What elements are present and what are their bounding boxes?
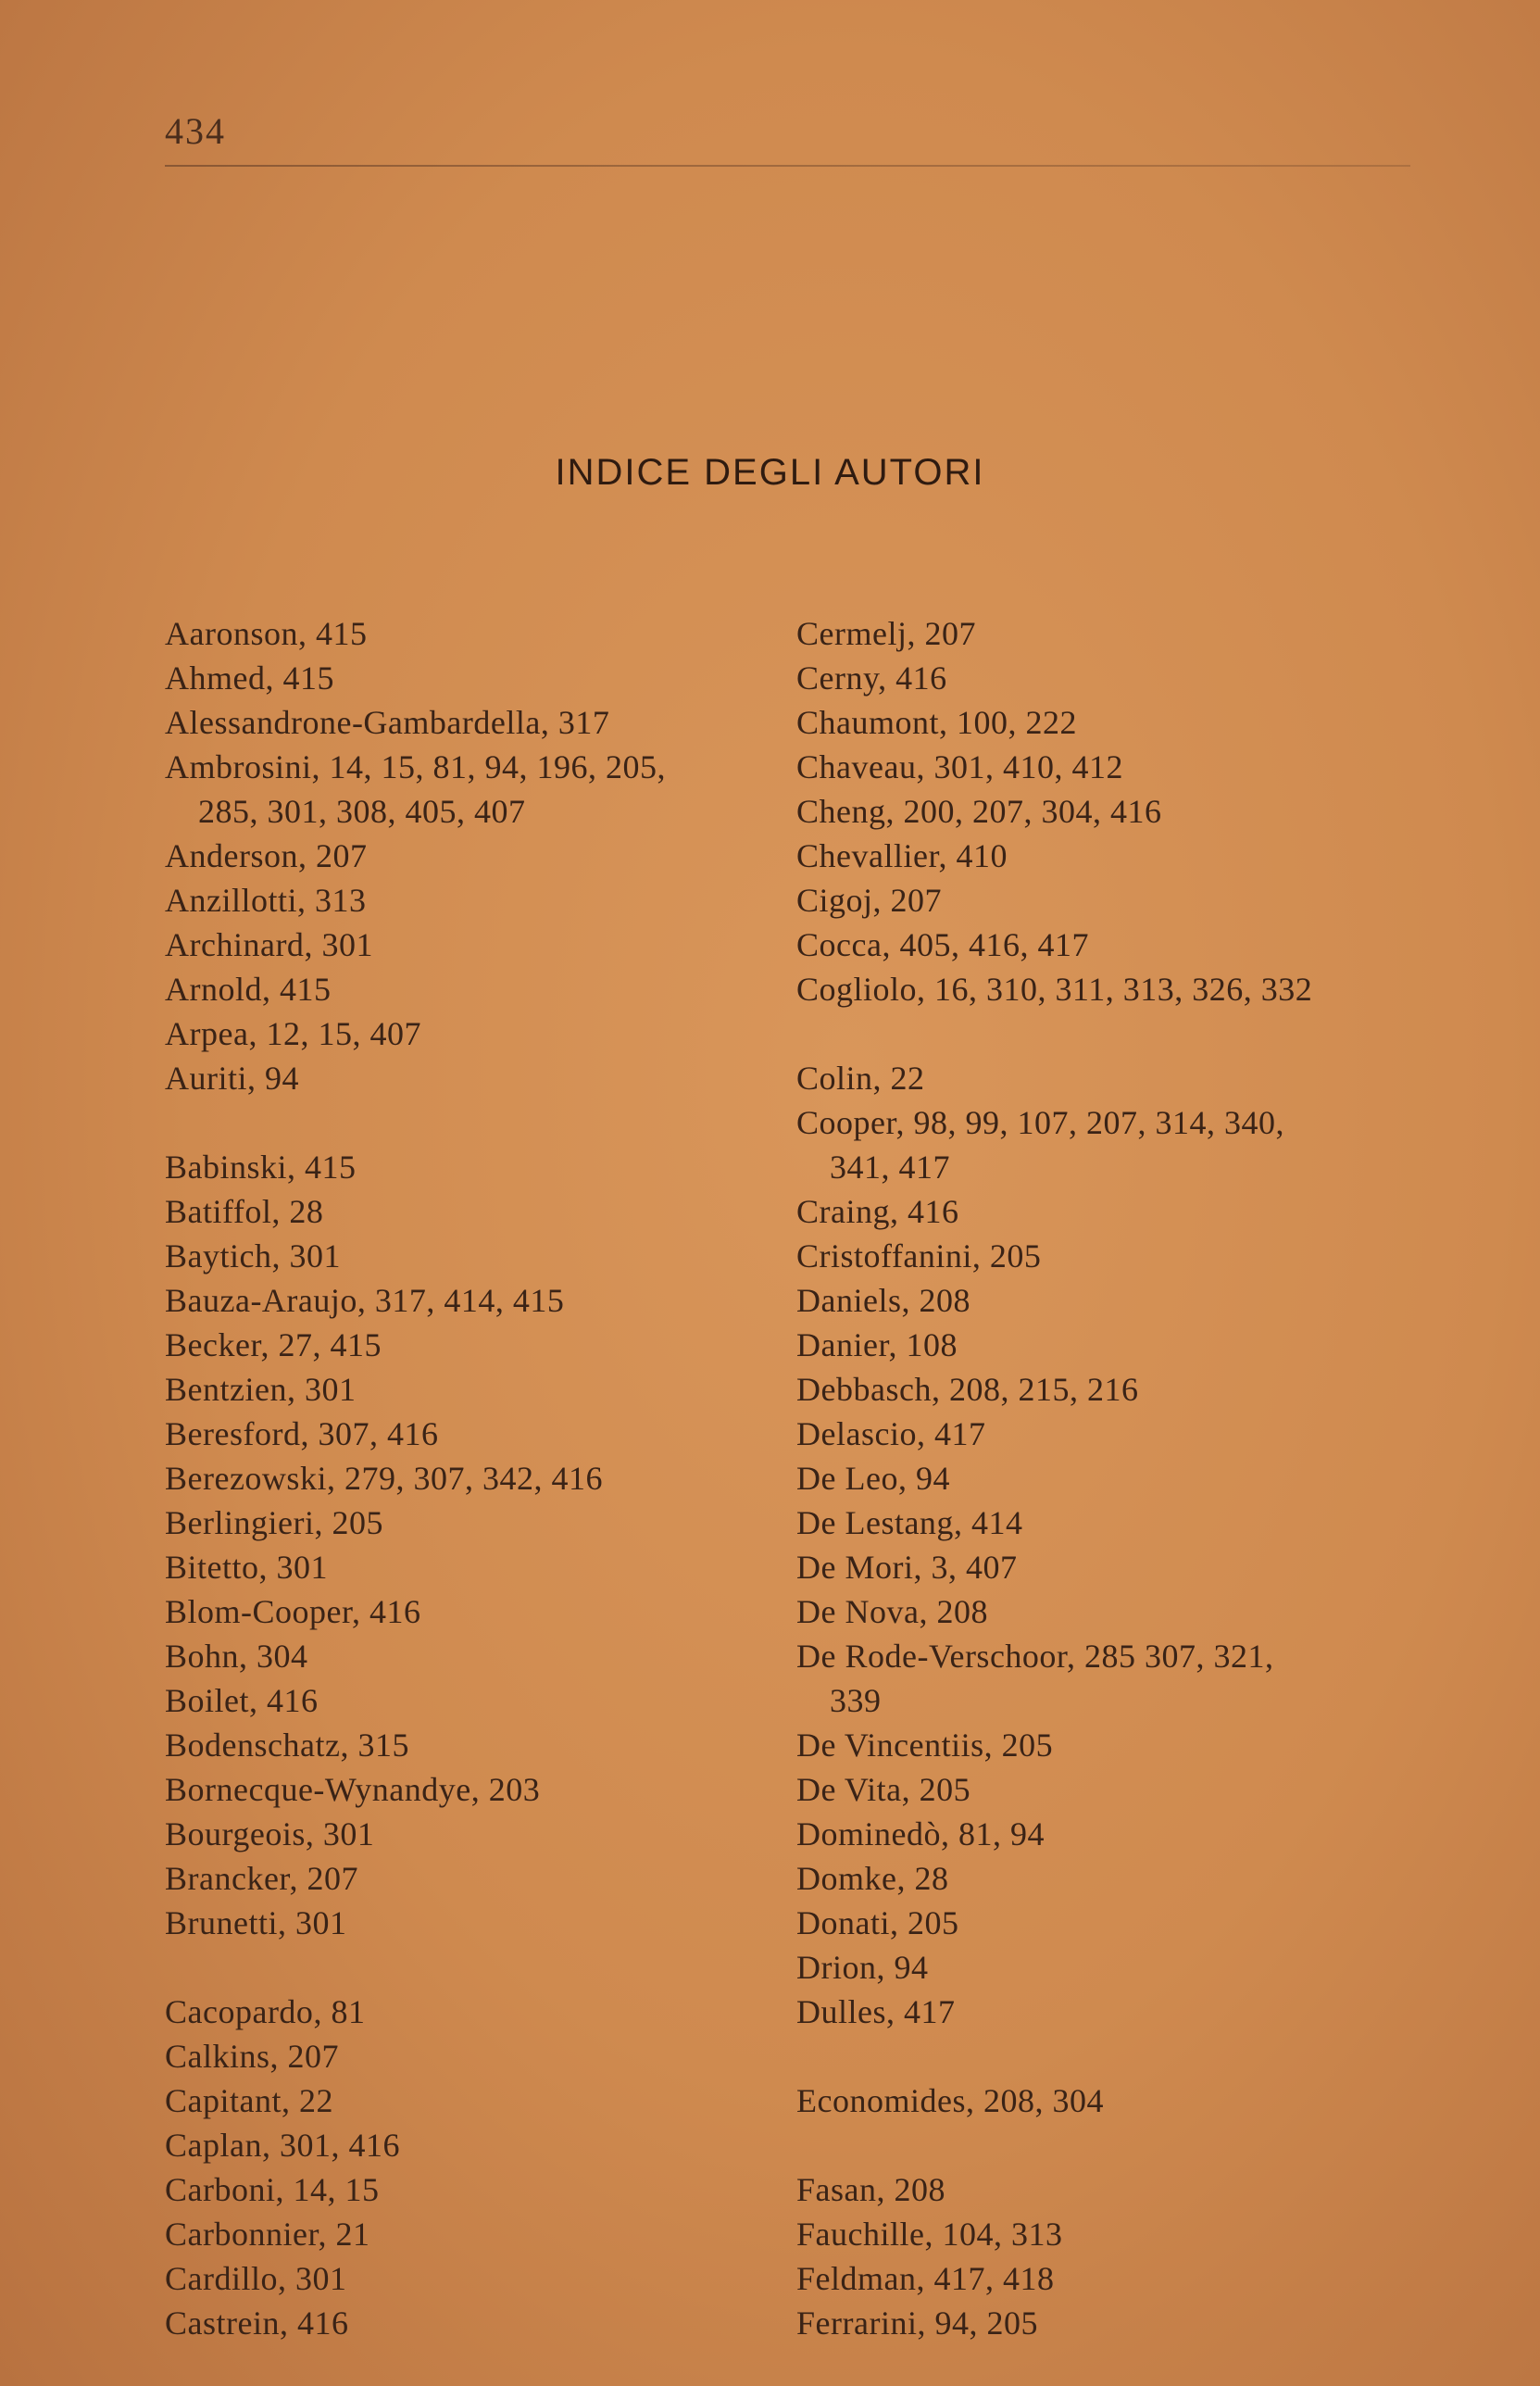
index-entry: De Lestang, 414 (796, 1504, 1023, 1541)
author-name: Cocca (796, 926, 883, 963)
author-name: Cardillo (165, 2260, 278, 2297)
page-refs: 94 (265, 1060, 299, 1097)
page-refs: 317 (557, 704, 610, 741)
author-name: Baytich (165, 1237, 272, 1275)
page-refs: 417 (904, 1993, 956, 2030)
index-entry: Chevallier, 410 (796, 837, 1008, 874)
author-name: Caplan (165, 2127, 262, 2164)
index-entry: Castrein, 416 (165, 2304, 349, 2342)
page-refs: 81 (331, 1993, 366, 2030)
index-entry: Cheng, 200, 207, 304, 416 (796, 793, 1162, 830)
index-entry: Calkins, 207 (165, 2038, 340, 2075)
index-entry: Alessandrone-Gambardella, 317 (165, 704, 610, 741)
index-entry: Auriti, 94 (165, 1060, 299, 1097)
page-refs: 81, 94 (958, 1815, 1045, 1852)
header-rule (165, 165, 1410, 167)
index-entry: Becker, 27, 415 (165, 1326, 382, 1363)
letter-gap (796, 2123, 1435, 2167)
author-name: Daniels (796, 1282, 902, 1319)
author-name: Chevallier (796, 837, 939, 874)
page-refs: 203 (488, 1771, 541, 1808)
index-entry: Cooper, 98, 99, 107, 207, 314, 340, 341, 417 (796, 1100, 1435, 1189)
author-name: Delascio (796, 1415, 917, 1452)
author-name: Becker (165, 1326, 261, 1363)
page-refs: 100, 222 (957, 704, 1077, 741)
index-entry: Drion, 94 (796, 1949, 929, 1986)
index-entry: Berezowski, 279, 307, 342, 416 (165, 1460, 603, 1497)
author-name: De Rode-Verschoor (796, 1638, 1067, 1675)
index-entry: Bohn, 304 (165, 1638, 308, 1675)
page-refs: 301 (321, 926, 373, 963)
author-name: Babinski (165, 1149, 288, 1186)
page-refs: 14, 15 (293, 2171, 380, 2208)
author-name: Archinard (165, 926, 305, 963)
page-refs: 414 (970, 1504, 1023, 1541)
author-name: Dulles (796, 1993, 886, 2030)
author-name: Cerny (796, 659, 879, 697)
author-name: Colin (796, 1060, 873, 1097)
page-refs: 94, 205 (934, 2304, 1038, 2342)
author-name: Fasan (796, 2171, 877, 2208)
author-name: Capitant (165, 2082, 282, 2119)
page-refs: 285 307, 321, (1083, 1638, 1274, 1675)
page-refs: 415 (305, 1149, 357, 1186)
index-entry: Bauza-Araujo, 317, 414, 415 (165, 1282, 565, 1319)
index-entry: Cermelj, 207 (796, 615, 976, 652)
index-entry: De Vita, 205 (796, 1771, 971, 1808)
index-entry: Batiffol, 28 (165, 1193, 324, 1230)
page-refs-continued: 285, 301, 308, 405, 407 (198, 793, 526, 830)
author-name: Fauchille (796, 2216, 925, 2253)
author-name: Bentzien (165, 1371, 287, 1408)
index-entry: Fasan, 208 (796, 2171, 945, 2208)
author-name: Ferrarini (796, 2304, 918, 2342)
author-name: Bauza-Araujo (165, 1282, 357, 1319)
page-refs: 205 (989, 1237, 1042, 1275)
index-entry: Dominedò, 81, 94 (796, 1815, 1045, 1852)
author-name: De Vincentiis (796, 1727, 984, 1764)
letter-gap (165, 1100, 757, 1145)
author-name: Carbonnier (165, 2216, 319, 2253)
page-refs: 207 (890, 882, 943, 919)
page-refs: 315 (357, 1727, 409, 1764)
author-name: Berlingieri (165, 1504, 315, 1541)
index-entry: Donati, 205 (796, 1904, 959, 1941)
page-refs: 416 (907, 1193, 959, 1230)
index-entry: Berlingieri, 205 (165, 1504, 383, 1541)
page-refs: 304 (257, 1638, 308, 1675)
index-entry: De Mori, 3, 407 (796, 1549, 1018, 1586)
page-refs: 16, 310, 311, 313, 326, 332 (934, 971, 1313, 1008)
author-name: Anzillotti (165, 882, 297, 919)
author-name: Bohn (165, 1638, 240, 1675)
index-entry: Delascio, 417 (796, 1415, 986, 1452)
page-refs: 301, 410, 412 (933, 748, 1123, 785)
index-entry: Carboni, 14, 15 (165, 2171, 380, 2208)
author-name: Beresford (165, 1415, 301, 1452)
page-refs: 14, 15, 81, 94, 196, 205, (329, 748, 667, 785)
author-name: Brunetti (165, 1904, 278, 1941)
index-entry: Ferrarini, 94, 205 (796, 2304, 1038, 2342)
author-name: De Vita (796, 1771, 902, 1808)
index-entry: Chaumont, 100, 222 (796, 704, 1077, 741)
index-entry: Domke, 28 (796, 1860, 949, 1897)
page-refs: 417, 418 (933, 2260, 1055, 2297)
index-entry: Bodenschatz, 315 (165, 1727, 409, 1764)
index-entry: Bitetto, 301 (165, 1549, 328, 1586)
index-entry: Ahmed, 415 (165, 659, 334, 697)
page-refs: 207 (287, 2038, 340, 2075)
index-entry: Daniels, 208 (796, 1282, 970, 1319)
author-name: Carboni (165, 2171, 276, 2208)
index-entry: Economides, 208, 304 (796, 2082, 1104, 2119)
page-refs: 405, 416, 417 (899, 926, 1089, 963)
page-number: 434 (165, 110, 226, 152)
index-entry: Cacopardo, 81 (165, 1993, 366, 2030)
page-refs: 205 (1001, 1727, 1054, 1764)
index-column-right (796, 611, 1435, 2345)
author-name: Aaronson (165, 615, 298, 652)
author-name: Craing (796, 1193, 890, 1230)
page-refs-continued: 339 (830, 1682, 882, 1719)
page-refs: 279, 307, 342, 416 (344, 1460, 603, 1497)
index-entry: Capitant, 22 (165, 2082, 333, 2119)
page-refs: 208 (894, 2171, 945, 2208)
index-entry: De Leo, 94 (796, 1460, 950, 1497)
index-entry: Debbasch, 208, 215, 216 (796, 1371, 1139, 1408)
index-entry: Cristoffanini, 205 (796, 1237, 1042, 1275)
page-title: INDICE DEGLI AUTORI (555, 452, 985, 493)
page-refs: 207 (307, 1860, 358, 1897)
page-refs: 415 (315, 615, 368, 652)
author-name: Bourgeois (165, 1815, 306, 1852)
letter-gap (796, 1011, 1435, 1056)
index-entry: Baytich, 301 (165, 1237, 341, 1275)
author-name: Cogliolo (796, 971, 918, 1008)
author-name: Auriti (165, 1060, 247, 1097)
page-refs: 208, 304 (983, 2082, 1104, 2119)
index-entry: Chaveau, 301, 410, 412 (796, 748, 1123, 785)
index-entry: Bentzien, 301 (165, 1371, 357, 1408)
author-name: Ambrosini (165, 748, 312, 785)
index-entry: Bornecque-Wynandye, 203 (165, 1771, 541, 1808)
index-entry: Cogliolo, 16, 310, 311, 313, 326, 332 (796, 971, 1313, 1008)
author-name: Calkins (165, 2038, 270, 2075)
author-name: Ahmed (165, 659, 266, 697)
author-name: Cooper (796, 1104, 896, 1141)
letter-gap (796, 2034, 1435, 2078)
index-entry: Colin, 22 (796, 1060, 925, 1097)
author-name: Bornecque-Wynandye (165, 1771, 471, 1808)
page-refs: 205 (919, 1771, 971, 1808)
index-entry: Boilet, 416 (165, 1682, 319, 1719)
page-refs: 416 (895, 659, 947, 697)
page-refs: 28 (914, 1860, 949, 1897)
author-name: Bodenschatz (165, 1727, 341, 1764)
index-entry: Anderson, 207 (165, 837, 368, 874)
page-refs: 205 (907, 1904, 959, 1941)
index-entry: Caplan, 301, 416 (165, 2127, 400, 2164)
index-entry: De Vincentiis, 205 (796, 1727, 1054, 1764)
index-entry: Fauchille, 104, 313 (796, 2216, 1063, 2253)
page-refs: 12, 15, 407 (266, 1015, 421, 1052)
index-entry: Beresford, 307, 416 (165, 1415, 439, 1452)
index-entry: Brancker, 207 (165, 1860, 358, 1897)
index-column-left (165, 611, 757, 2345)
index-entry: Archinard, 301 (165, 926, 373, 963)
author-name: De Mori (796, 1549, 914, 1586)
page-refs: 104, 313 (942, 2216, 1063, 2253)
author-name: Arnold (165, 971, 262, 1008)
author-name: Alessandrone-Gambardella (165, 704, 541, 741)
author-name: Boilet (165, 1682, 249, 1719)
index-entry: De Rode-Verschoor, 285 307, 321, 339 (796, 1634, 1435, 1723)
author-name: Castrein (165, 2304, 280, 2342)
page-refs: 98, 99, 107, 207, 314, 340, (913, 1104, 1285, 1141)
author-name: Cermelj (796, 615, 908, 652)
author-name: Cheng (796, 793, 886, 830)
author-name: Economides (796, 2082, 966, 2119)
index-entry: Cardillo, 301 (165, 2260, 347, 2297)
page-refs: 27, 415 (278, 1326, 382, 1363)
index-entry: Cocca, 405, 416, 417 (796, 926, 1089, 963)
page-refs: 417 (933, 1415, 986, 1452)
author-name: Danier (796, 1326, 889, 1363)
page-refs: 317, 414, 415 (374, 1282, 565, 1319)
page-refs: 301 (322, 1815, 375, 1852)
page-refs: 415 (280, 971, 332, 1008)
author-name: De Leo (796, 1460, 898, 1497)
author-name: Dominedò (796, 1815, 941, 1852)
author-name: Brancker (165, 1860, 290, 1897)
page-refs: 416 (267, 1682, 319, 1719)
index-entry: Cigoj, 207 (796, 882, 943, 919)
author-name: Cigoj (796, 882, 873, 919)
page-refs: 21 (335, 2216, 370, 2253)
index-entry: Feldman, 417, 418 (796, 2260, 1055, 2297)
index-entry: Arnold, 415 (165, 971, 332, 1008)
author-name: Batiffol (165, 1193, 272, 1230)
author-name: Domke (796, 1860, 897, 1897)
author-name: Drion (796, 1949, 877, 1986)
page-refs: 301 (294, 2260, 347, 2297)
author-name: Berezowski (165, 1460, 327, 1497)
author-name: Cristoffanini (796, 1237, 972, 1275)
author-name: Anderson (165, 837, 298, 874)
author-name: Donati (796, 1904, 890, 1941)
page-refs: 94 (894, 1949, 929, 1986)
page-refs: 415 (282, 659, 334, 697)
author-name: Chaumont (796, 704, 939, 741)
page-refs: 28 (289, 1193, 324, 1230)
index-entry: Anzillotti, 313 (165, 882, 367, 919)
page-refs: 301, 416 (279, 2127, 400, 2164)
page-refs: 205 (332, 1504, 383, 1541)
index-entry: Aaronson, 415 (165, 615, 368, 652)
page-refs: 207 (315, 837, 368, 874)
author-name: Blom-Cooper (165, 1593, 353, 1630)
page-refs: 22 (298, 2082, 333, 2119)
page-refs: 208, 215, 216 (948, 1371, 1139, 1408)
page-refs: 307, 416 (318, 1415, 439, 1452)
page-refs: 416 (296, 2304, 349, 2342)
page-refs: 208 (919, 1282, 970, 1319)
index-entry: Carbonnier, 21 (165, 2216, 370, 2253)
page-refs: 301 (294, 1904, 347, 1941)
page-refs: 410 (956, 837, 1008, 874)
index-entry: Cerny, 416 (796, 659, 947, 697)
index-entry: Craing, 416 (796, 1193, 959, 1230)
author-name: Feldman (796, 2260, 917, 2297)
index-entry: Danier, 108 (796, 1326, 958, 1363)
author-name: De Nova (796, 1593, 920, 1630)
page-refs-continued: 341, 417 (830, 1149, 950, 1186)
page-refs: 22 (890, 1060, 925, 1097)
page-refs: 416 (369, 1593, 421, 1630)
page-refs: 313 (315, 882, 367, 919)
page-refs: 207 (924, 615, 976, 652)
page-refs: 3, 407 (931, 1549, 1018, 1586)
page-refs: 200, 207, 304, 416 (903, 793, 1162, 830)
page-refs: 301 (276, 1549, 328, 1586)
page-refs: 301 (304, 1371, 357, 1408)
author-name: Bitetto (165, 1549, 259, 1586)
index-entry: Arpea, 12, 15, 407 (165, 1015, 421, 1052)
page-refs: 94 (915, 1460, 950, 1497)
index-entry: Dulles, 417 (796, 1993, 956, 2030)
page-refs: 108 (906, 1326, 958, 1363)
author-name: Arpea (165, 1015, 249, 1052)
index-entry: Babinski, 415 (165, 1149, 357, 1186)
index-entry: Ambrosini, 14, 15, 81, 94, 196, 205, 285, 301, 308, 405, 407 (165, 745, 757, 834)
author-name: Cacopardo (165, 1993, 314, 2030)
index-entry: De Nova, 208 (796, 1593, 988, 1630)
page-refs: 208 (936, 1593, 988, 1630)
author-name: De Lestang (796, 1504, 954, 1541)
author-name: Debbasch (796, 1371, 932, 1408)
author-name: Chaveau (796, 748, 917, 785)
index-entry: Brunetti, 301 (165, 1904, 347, 1941)
index-entry: Bourgeois, 301 (165, 1815, 375, 1852)
index-entry: Blom-Cooper, 416 (165, 1593, 421, 1630)
page-refs: 301 (289, 1237, 341, 1275)
letter-gap (165, 1945, 757, 1990)
